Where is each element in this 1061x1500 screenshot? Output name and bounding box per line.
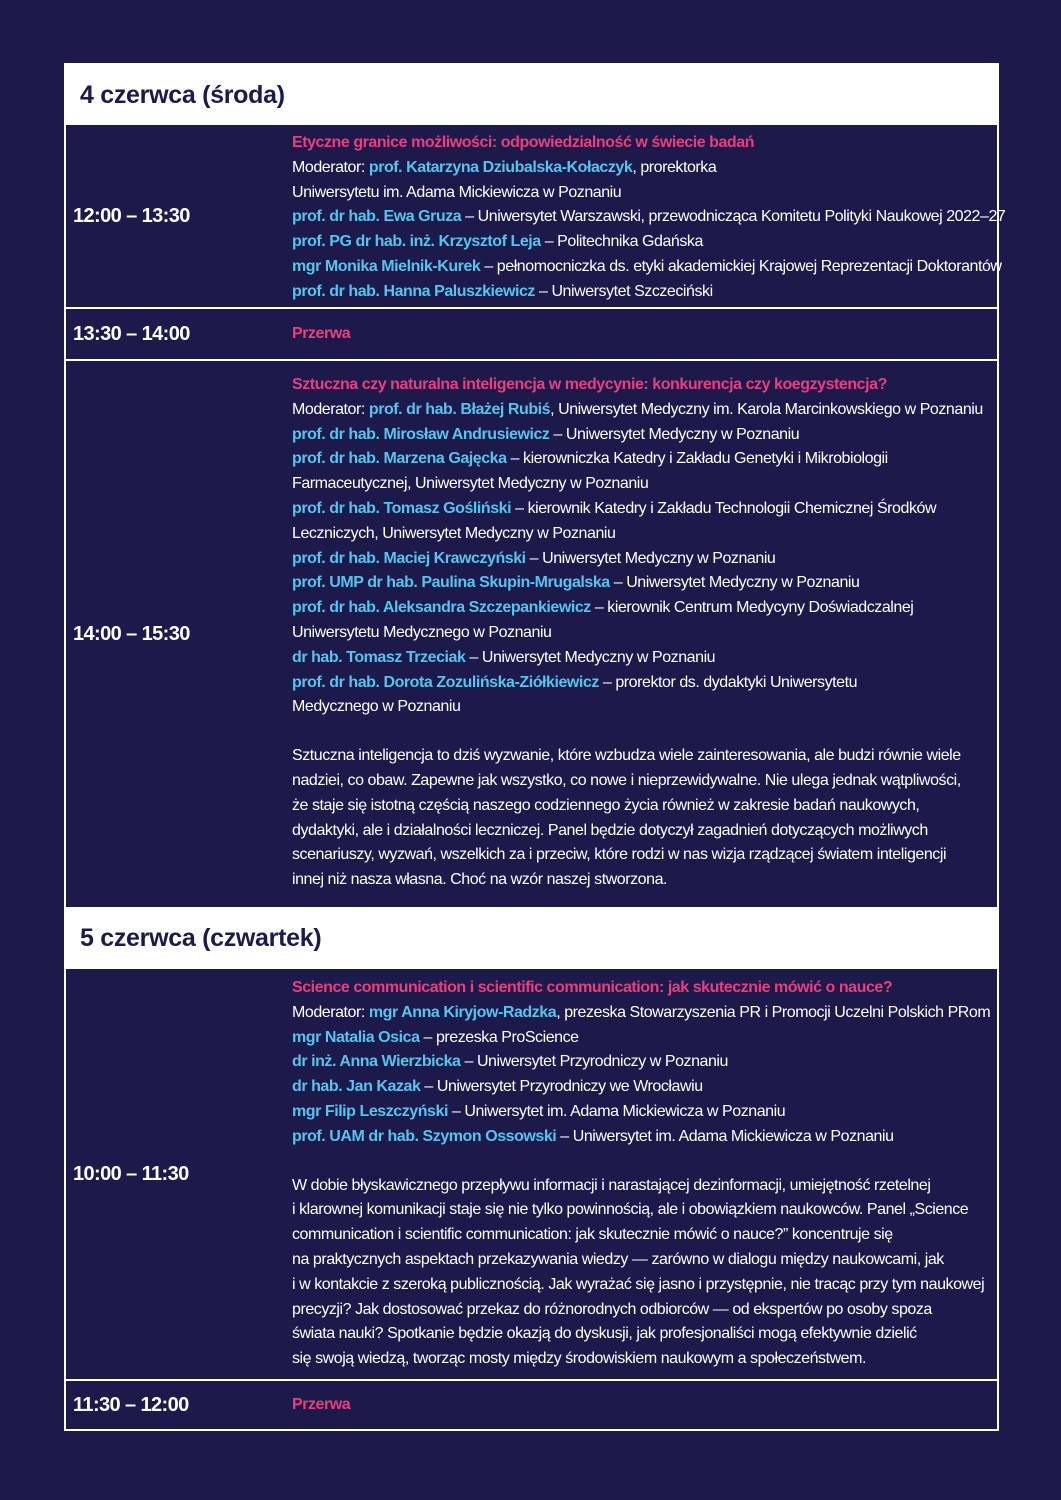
session-row bbox=[66, 969, 997, 1379]
person-name: prof. dr hab. Maciej Krawczyński bbox=[292, 549, 526, 567]
person-name: prof. dr hab. Dorota Zozulińska-Ziółkiewicz bbox=[292, 673, 599, 691]
schedule-table bbox=[64, 63, 1006, 1431]
line-text: – Uniwersytet Medyczny w Poznaniu bbox=[525, 549, 776, 567]
session-description bbox=[292, 744, 993, 893]
description-line: i w kontakcie z szeroką publicznością. Jak wyrażać się jasno i przystępnie, nie tracąc przy tym naukowej bbox=[292, 1275, 985, 1293]
person-name: mgr Filip Leszczyński bbox=[292, 1102, 448, 1120]
line-text: – Uniwersytet Szczeciński bbox=[535, 282, 713, 300]
participant-line bbox=[292, 646, 993, 671]
break-content bbox=[292, 1381, 997, 1429]
person-name: dr hab. Jan Kazak bbox=[292, 1078, 421, 1096]
line-text: Moderator: bbox=[292, 158, 369, 176]
session-time: 12:00 – 13:30 bbox=[73, 204, 190, 227]
line-text: Leczniczych, Uniwersytet Medyczny w Poznaniu bbox=[292, 524, 616, 542]
participant-list bbox=[292, 156, 1005, 305]
line-text: , prezeska Stowarzyszenia PR i Promocji Uczelni Polskich PRom bbox=[556, 1003, 991, 1021]
session-description bbox=[292, 1174, 993, 1372]
line-text: – Uniwersytet Warszawski, przewodnicząca Komitetu Polityki Naukowej 2022–27 bbox=[461, 208, 1006, 226]
person-name: prof. dr hab. Marzena Gajęcka bbox=[292, 450, 507, 468]
line-text: – Uniwersytet Przyrodniczy we Wrocławiu bbox=[420, 1078, 703, 1096]
participant-line bbox=[292, 547, 993, 572]
person-name: prof. dr hab. Tomasz Gośliński bbox=[292, 499, 512, 517]
description-line: precyzji? Jak dostosować przekaz do różnorodnych odbiorców — od ekspertów po osoby spoza bbox=[292, 1300, 932, 1318]
participant-line bbox=[292, 695, 993, 720]
break-row bbox=[66, 307, 997, 359]
day-header bbox=[66, 65, 997, 125]
line-text: Moderator: bbox=[292, 400, 369, 418]
description-line: na praktycznych aspektach przekazywania wiedzy — zarówno w dialogu między naukowcami, jak bbox=[292, 1250, 944, 1268]
line-text: – kierownik Centrum Medycyny Doświadczalnej bbox=[590, 599, 914, 617]
person-name: mgr Natalia Osica bbox=[292, 1028, 420, 1046]
line-text: Uniwersytetu im. Adama Mickiewicza w Poznaniu bbox=[292, 183, 622, 201]
participant-line bbox=[292, 1050, 993, 1075]
session-row bbox=[66, 359, 997, 907]
participant-line bbox=[292, 596, 993, 621]
break-time: 11:30 – 12:00 bbox=[73, 1393, 189, 1416]
participant-line bbox=[292, 156, 1005, 181]
line-text: Moderator: bbox=[292, 1003, 369, 1021]
line-text: – Uniwersytet Medyczny w Poznaniu bbox=[609, 574, 860, 592]
line-text: – kierownik Katedry i Zakładu Technologii Chemicznej Środków bbox=[511, 499, 937, 517]
description-line: nadziei, co obaw. Zapewne jak wszystko, co nowe i nieprzewidywalne. Nie ulega jednak wątpliwości, bbox=[292, 771, 961, 789]
participant-list bbox=[292, 398, 993, 720]
participant-line bbox=[292, 181, 1005, 206]
description-line: innej niż nasza własna. Choć na wzór naszej stworzona. bbox=[292, 871, 668, 889]
person-name: prof. dr hab. Aleksandra Szczepankiewicz bbox=[292, 599, 591, 617]
day-header-label: 5 czerwca (czwartek) bbox=[80, 923, 322, 952]
person-name: dr hab. Tomasz Trzeciak bbox=[292, 648, 466, 666]
participant-line bbox=[292, 522, 993, 547]
participant-line bbox=[292, 671, 993, 696]
person-name: prof. dr hab. Ewa Gruza bbox=[292, 208, 462, 226]
person-name: prof. PG dr hab. inż. Krzysztof Leja bbox=[292, 233, 541, 251]
session-row bbox=[66, 125, 1006, 307]
line-text: Farmaceutycznej, Uniwersytet Medyczny w Poznaniu bbox=[292, 475, 649, 493]
description-line: Sztuczna inteligencja to dziś wyzwanie, które wzbudza wiele zainteresowania, ale budzi równie wiele bbox=[292, 747, 961, 765]
participant-line bbox=[292, 1026, 993, 1051]
participant-line bbox=[292, 497, 993, 522]
line-text: , Uniwersytet Medyczny im. Karola Marcinkowskiego w Poznaniu bbox=[550, 400, 983, 418]
line-text: – prezeska ProScience bbox=[419, 1028, 579, 1046]
line-text: , prorektorka bbox=[632, 158, 717, 176]
session-content bbox=[292, 361, 997, 907]
description-line: świata nauki? Spotkanie będzie okazją do dyskusji, jak profesjonaliści mogą efektywnie dzielić bbox=[292, 1325, 917, 1343]
person-name: prof. UMP dr hab. Paulina Skupin-Mrugalska bbox=[292, 574, 610, 592]
description-line: scenariuszy, wyzwań, wszelkich za i przeciw, które rodzi w nas wizja rządzącej światem inteligencji bbox=[292, 846, 947, 864]
participant-line bbox=[292, 621, 993, 646]
person-name: prof. dr hab. Błażej Rubiś bbox=[368, 400, 551, 418]
participant-line bbox=[292, 472, 993, 497]
line-text: – Uniwersytet im. Adama Mickiewicza w Poznaniu bbox=[556, 1127, 894, 1145]
participant-line bbox=[292, 423, 993, 448]
description-line: W dobie błyskawicznego przepływu informacji i narastającej dezinformacji, umiejętność rzetelnej bbox=[292, 1176, 931, 1194]
description-line: że staje się istotną częścią naszego codziennego życia również w zakresie badań naukowych, bbox=[292, 796, 920, 814]
person-name: mgr Anna Kiryjow-Radzka bbox=[368, 1003, 557, 1021]
session-content bbox=[292, 125, 1009, 307]
session-content bbox=[292, 969, 997, 1379]
description-line: dydaktyki, ale i działalności leczniczej. Panel będzie dotyczył zagadnień dotyczących możliwych bbox=[292, 821, 928, 839]
break-time: 13:30 – 14:00 bbox=[73, 322, 190, 345]
line-text: – Uniwersytet im. Adama Mickiewicza w Poznaniu bbox=[447, 1102, 786, 1120]
break-row bbox=[66, 1379, 997, 1429]
person-name: prof. Katarzyna Dziubalska-Kołaczyk bbox=[368, 158, 633, 176]
participant-line bbox=[292, 1001, 993, 1026]
participant-line bbox=[292, 1075, 993, 1100]
participant-line bbox=[292, 447, 993, 472]
line-text: – prorektor ds. dydaktyki Uniwersytetu bbox=[598, 673, 858, 691]
session-title: Etyczne granice możliwości: odpowiedzialność w świecie badań bbox=[292, 134, 755, 151]
day-header-label: 4 czerwca (środa) bbox=[80, 80, 285, 109]
break-label: Przerwa bbox=[292, 1395, 351, 1413]
participant-line bbox=[292, 398, 993, 423]
participant-line bbox=[292, 571, 993, 596]
participant-line bbox=[292, 255, 1005, 280]
line-text: – Uniwersytet Medyczny w Poznaniu bbox=[465, 648, 716, 666]
participant-list bbox=[292, 1001, 993, 1150]
line-text: – kierowniczka Katedry i Zakładu Genetyki i Mikrobiologii bbox=[506, 450, 888, 468]
participant-line bbox=[292, 205, 1005, 230]
line-text: – pełnomocniczka ds. etyki akademickiej Krajowej Reprezentacji Doktorantów bbox=[480, 257, 1002, 275]
person-name: dr inż. Anna Wierzbicka bbox=[292, 1053, 461, 1071]
session-time: 10:00 – 11:30 bbox=[73, 1162, 189, 1185]
person-name: mgr Monika Mielnik-Kurek bbox=[292, 257, 481, 275]
break-content bbox=[292, 309, 997, 359]
participant-line bbox=[292, 1125, 993, 1150]
break-label: Przerwa bbox=[292, 324, 351, 342]
person-name: prof. dr hab. Hanna Paluszkiewicz bbox=[292, 282, 535, 300]
session-title: Sztuczna czy naturalna inteligencja w medycynie: konkurencja czy koegzystencja? bbox=[292, 376, 887, 393]
line-text: – Politechnika Gdańska bbox=[540, 233, 703, 251]
line-text: Uniwersytetu Medycznego w Poznaniu bbox=[292, 623, 552, 641]
line-text: – Uniwersytet Medyczny w Poznaniu bbox=[549, 425, 800, 443]
participant-line bbox=[292, 230, 1005, 255]
session-title: Science communication i scientific communication: jak skutecznie mówić o nauce? bbox=[292, 979, 893, 996]
line-text: – Uniwersytet Przyrodniczy w Poznaniu bbox=[460, 1053, 728, 1071]
description-line: communication i scientific communication: jak skutecznie mówić o nauce?” koncentruje się bbox=[292, 1226, 893, 1244]
session-time: 14:00 – 15:30 bbox=[73, 622, 190, 645]
description-line: się swoją wiedzą, tworząc mosty między środowiskiem naukowym a społeczeństwem. bbox=[292, 1350, 867, 1368]
participant-line bbox=[292, 1100, 993, 1125]
person-name: prof. UAM dr hab. Szymon Ossowski bbox=[292, 1127, 557, 1145]
participant-line bbox=[292, 280, 1005, 305]
day-header bbox=[66, 907, 997, 969]
line-text: Medycznego w Poznaniu bbox=[292, 698, 461, 716]
person-name: prof. dr hab. Mirosław Andrusiewicz bbox=[292, 425, 550, 443]
description-line: i klarownej komunikacji staje się nie tylko powinnością, ale i obowiązkiem naukowców. Panel „Science bbox=[292, 1201, 969, 1219]
